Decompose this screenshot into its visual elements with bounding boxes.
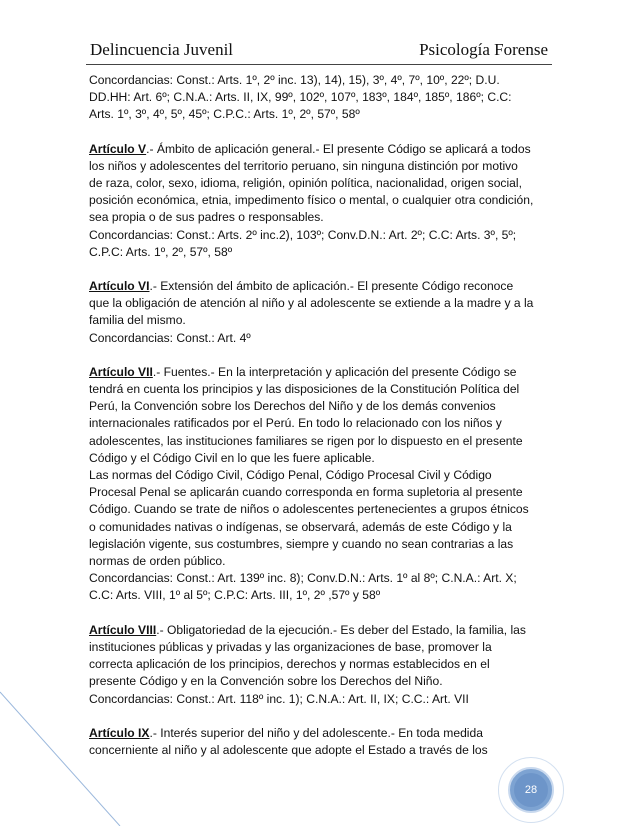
- text-line: Código y el Código Civil en lo que les fuere aplicable.: [89, 450, 375, 465]
- text-line: .- Obligatoriedad de la ejecución.- Es deber del Estado, la familia, las: [156, 622, 526, 637]
- article-title: Artículo VI: [89, 279, 150, 294]
- article-vii: [89, 364, 551, 605]
- text-line: .- Fuentes.- En la interpretación y aplicación del presente Código se: [152, 364, 517, 379]
- text-line: Concordancias: Const.: Arts. 2º inc.2), 103º; Conv.D.N.: Art. 2º; C.C: Arts. 3º, 5º;: [89, 227, 517, 242]
- text-line: Concordancias: Const.: Arts. 1º, 2º inc. 13), 14), 15), 3º, 4º, 7º, 10º, 22º; D.U.: [89, 73, 500, 87]
- text-line: DD.HH: Art. 6º; C.N.A.: Arts. II, IX, 99º, 102º, 107º, 183º, 184º, 185º, 186º; C.C:: [89, 90, 512, 105]
- text-line: .- Extensión del ámbito de aplicación.- El presente Código reconoce: [149, 279, 514, 294]
- text-line: Perú, la Convención sobre los Derechos del Niño y de los demás convenios: [89, 399, 496, 414]
- page-number: 28: [514, 773, 548, 807]
- article-title: Artículo VII: [89, 364, 153, 379]
- text-line: C.P.C: Arts. 1º, 2º, 57º, 58º: [89, 244, 233, 259]
- text-line: concerniente al niño y al adolescente que adopte el Estado a través de los: [89, 742, 488, 757]
- text-line: instituciones públicas y privadas y las organizaciones de base, promover la: [89, 639, 492, 654]
- article-title: Artículo IX: [89, 725, 150, 740]
- text-line: sea propia o de sus padres o responsables.: [89, 210, 324, 225]
- text-line: o comunidades nativas o indígenas, se observará, además de este Código y la: [89, 519, 512, 534]
- text-line: C.C: Arts. VIII, 1º al 5º; C.P.C: Arts. III, 1º, 2º ,57º y 58º: [89, 588, 381, 603]
- text-line: posición económica, etnia, impedimento físico o mental, o cualquier otra condición,: [89, 193, 534, 208]
- text-line: que la obligación de atención al niño y al adolescente se extiende a la madre y a la: [89, 296, 534, 311]
- text-line: Las normas del Código Civil, Código Penal, Código Procesal Civil y Código: [89, 468, 492, 483]
- page-number-badge: [508, 767, 554, 813]
- text-line: de raza, color, sexo, idioma, religión, opinión política, nacionalidad, origen social,: [89, 176, 522, 191]
- text-line: correcta aplicación de los principios, derechos y normas establecidos en el: [89, 657, 490, 672]
- header-right-title: Psicología Forense: [419, 40, 548, 59]
- text-line: presente Código y en la Convención sobre los Derechos del Niño.: [89, 674, 443, 689]
- text-line: los niños y adolescentes del territorio peruano, sin ninguna distinción por motivo: [89, 158, 518, 173]
- text-line: tendrá en cuenta los principios y las disposiciones de la Constitución Política del: [89, 382, 520, 397]
- article-ix: [89, 725, 551, 759]
- text-line: .- Interés superior del niño y del adolescente.- En toda medida: [149, 725, 483, 740]
- text-line: Concordancias: Const.: Art. 4º: [89, 330, 251, 345]
- text-line: .- Ámbito de aplicación general.- El presente Código se aplicará a todos: [146, 141, 531, 156]
- text-line: internacionales ratificados por el Perú. En todo lo relacionado con los niños y: [89, 416, 502, 431]
- running-header: [88, 36, 550, 64]
- header-divider: [86, 64, 552, 65]
- article-title: Artículo V: [89, 141, 147, 156]
- document-body: [89, 72, 551, 759]
- article-title: Artículo VIII: [89, 622, 157, 637]
- text-line: adolescentes, las instituciones familiares se rigen por lo dispuesto en el presente: [89, 433, 523, 448]
- intro-concordancias: [89, 72, 551, 124]
- text-line: Concordancias: Const.: Art. 118º inc. 1); C.N.A.: Art. II, IX; C.C.: Art. VII: [89, 691, 469, 706]
- text-line: legislación vigente, sus costumbres, siempre y cuando no sean contrarias a las: [89, 536, 514, 551]
- text-line: normas de orden público.: [89, 554, 226, 569]
- text-line: familia del mismo.: [89, 313, 186, 328]
- article-viii: [89, 622, 551, 708]
- header-left-title: Delincuencia Juvenil: [90, 40, 234, 59]
- text-line: Arts. 1º, 3º, 4º, 5º, 45º; C.P.C.: Arts. 1º, 2º, 57º, 58º: [89, 107, 360, 122]
- article-vi: [89, 278, 551, 347]
- text-line: Concordancias: Const.: Art. 139º inc. 8); Conv.D.N.: Arts. 1º al 8º; C.N.A.: Art. X;: [89, 571, 517, 586]
- text-line: Código. Cuando se trate de niños o adolescentes pertenecientes a grupos étnicos: [89, 502, 529, 517]
- article-v: [89, 141, 551, 261]
- text-line: Procesal Penal se aplicarán cuando corresponda en forma supletoria al presente: [89, 485, 523, 500]
